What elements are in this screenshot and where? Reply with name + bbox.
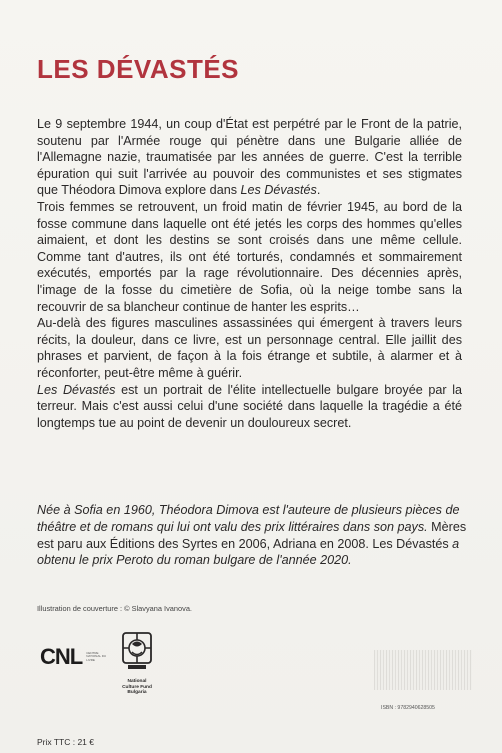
bio-segment: Mères est paru aux Éditions des Syrtes en 2006, [37,519,467,551]
cnl-logo [40,644,106,670]
bio-segment: Née à Sofia en 1960, Théodora Dimova est l'auteure de plusieurs pièces de théâtre et de romans qui lui ont valu des prix littéraires dans son pays. [37,503,460,534]
cover-illustration-credit: Illustration de couverture : © Slavyana Ivanova. [37,604,192,613]
national-culture-fund-logo [115,630,159,696]
book-title: LES DÉVASTÉS [37,54,240,84]
text-segment: est un portrait de l'élite intellectuelle bulgare broyée par la terreur. Mais c'est aussi celui d'une société dans laquelle la tragédie a été longtemps tue au point de devenir un douloureux secret. [37,382,462,430]
synopsis-paragraph [37,315,462,381]
synopsis-paragraph [37,199,462,315]
ncf-caption-line: Culture Fund [122,684,152,690]
text-segment: Au-delà des figures masculines assassinées qui émergent à travers leurs récits, la douleur, dans ce livre, est un personnage central. Elle jaillit des phrases et parvient, de façon à la fois étrange et subtile, à alarmer et à réconforter, peut-être même à guérir. [37,316,462,380]
text-segment: Trois femmes se retrouvent, un froid matin de février 1945, au bord de la fosse commune dans laquelle ont été jetés les corps des hommes qu'elles aimaient, et dont les destins se sont croisés dans une même cellule. Comme tant d'autres, ils ont été torturés, condamnés et sommairement exécutés, emportés par la rage révolutionnaire. Des décennies après, l'image de la fosse du cimetière de Sofia, où la neige tombe sans la recouvrir de sa blancheur continue de hanter les esprits… [37,199,462,314]
bio-segment: a obtenu le prix Peroto du roman bulgare de l'année 2020. [37,536,460,568]
national-culture-fund-emblem-icon [120,630,154,672]
text-segment: . [316,183,321,198]
barcode-bars [374,650,472,690]
synopsis-paragraph [37,382,462,432]
bio-segment: Adriana en 2008. [272,536,369,551]
bio-segment: Les Dévastés [372,536,449,551]
synopsis-paragraph [37,116,462,199]
ncf-caption-line: National [127,679,147,684]
national-culture-fund-caption [115,679,159,696]
ncf-caption-line: Bulgaria [127,690,147,696]
author-bio-paragraph [37,502,467,569]
price: Prix TTC : 21 € [37,737,94,747]
cnl-logo-subtitle: CENTRE NATIONAL DU LIVRE [86,650,107,662]
cnl-logo-mark: CNL [40,644,83,669]
isbn: ISBN : 9782940628505 [381,705,435,711]
book-title-reference: Les Dévastés [37,382,116,397]
text-segment: Le 9 septembre 1944, un coup d'État est perpétré par le Front de la patrie, soutenu par l'Armée rouge qui pénètre dans une Bulgarie alliée de l'Allemagne nazie, traumatisée par les années de guerre. C'est la terrible épuration qui suit l'arrivée au pouvoir des communistes et ses stigmates que Théodora Dimova explore dans [37,117,462,198]
barcode [372,650,474,700]
book-title-reference: Les Dévastés [240,183,317,198]
author-bio [37,502,467,569]
synopsis [37,116,462,431]
